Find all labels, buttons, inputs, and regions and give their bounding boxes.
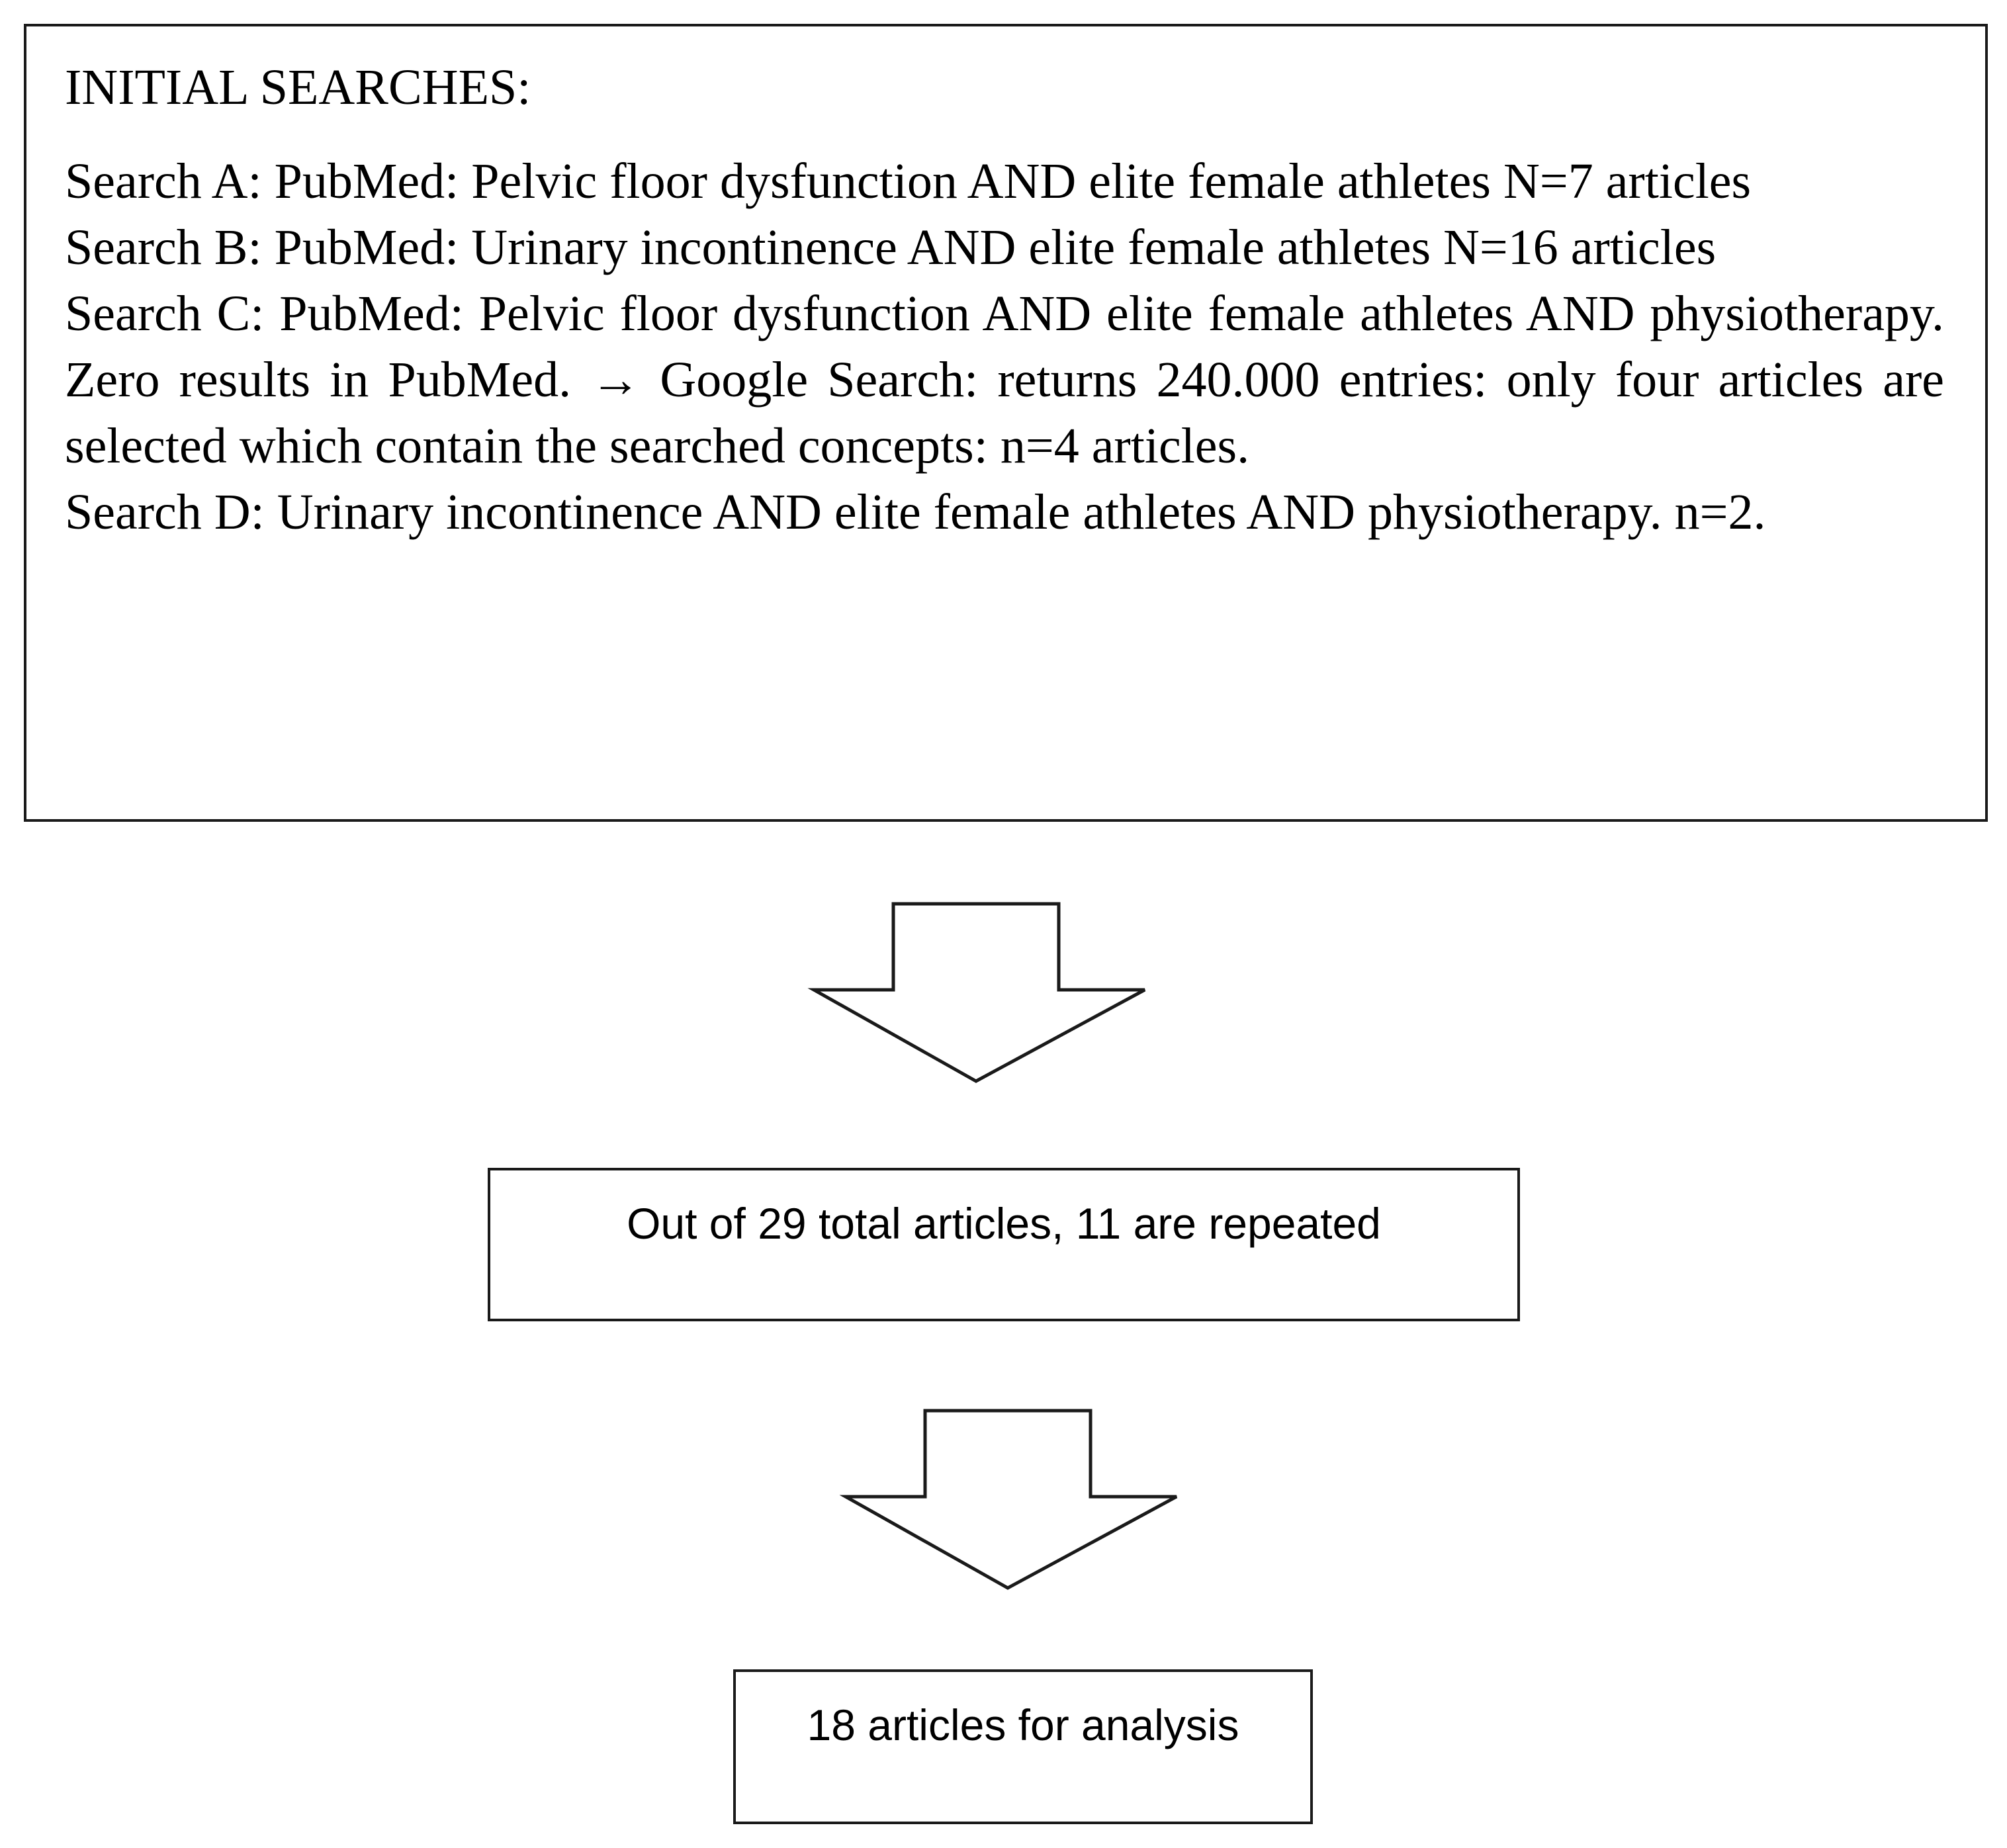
initial-searches-box: [24, 24, 1988, 822]
final-articles-box: [733, 1669, 1313, 1824]
search-d-entry: Search D: Urinary incontinence AND elite female athletes AND physiotherapy. n=2.: [65, 484, 1766, 540]
search-b-entry: Search B: PubMed: Urinary incontinence AND elite female athletes N=16 articles: [65, 220, 1717, 275]
down-arrow-icon: [807, 901, 1151, 1086]
final-articles-text: 18 articles for analysis: [807, 1700, 1239, 1749]
repeated-articles-box: [488, 1168, 1520, 1321]
search-a-entry: Search A: PubMed: Pelvic floor dysfunction AND elite female athletes N=7 articles: [65, 154, 1752, 209]
search-c-entry: Search C: PubMed: Pelvic floor dysfunction AND elite female athletes AND physiotherapy. Zero results in PubMed. → Google Search: returns 240.000 entries: only four articles are selected which contain the searched concepts: n=4 articles.: [65, 286, 1944, 474]
down-arrow-icon: [839, 1408, 1183, 1593]
initial-searches-heading: INITIAL SEARCHES:: [65, 60, 531, 115]
repeated-articles-text: Out of 29 total articles, 11 are repeated: [627, 1199, 1381, 1248]
